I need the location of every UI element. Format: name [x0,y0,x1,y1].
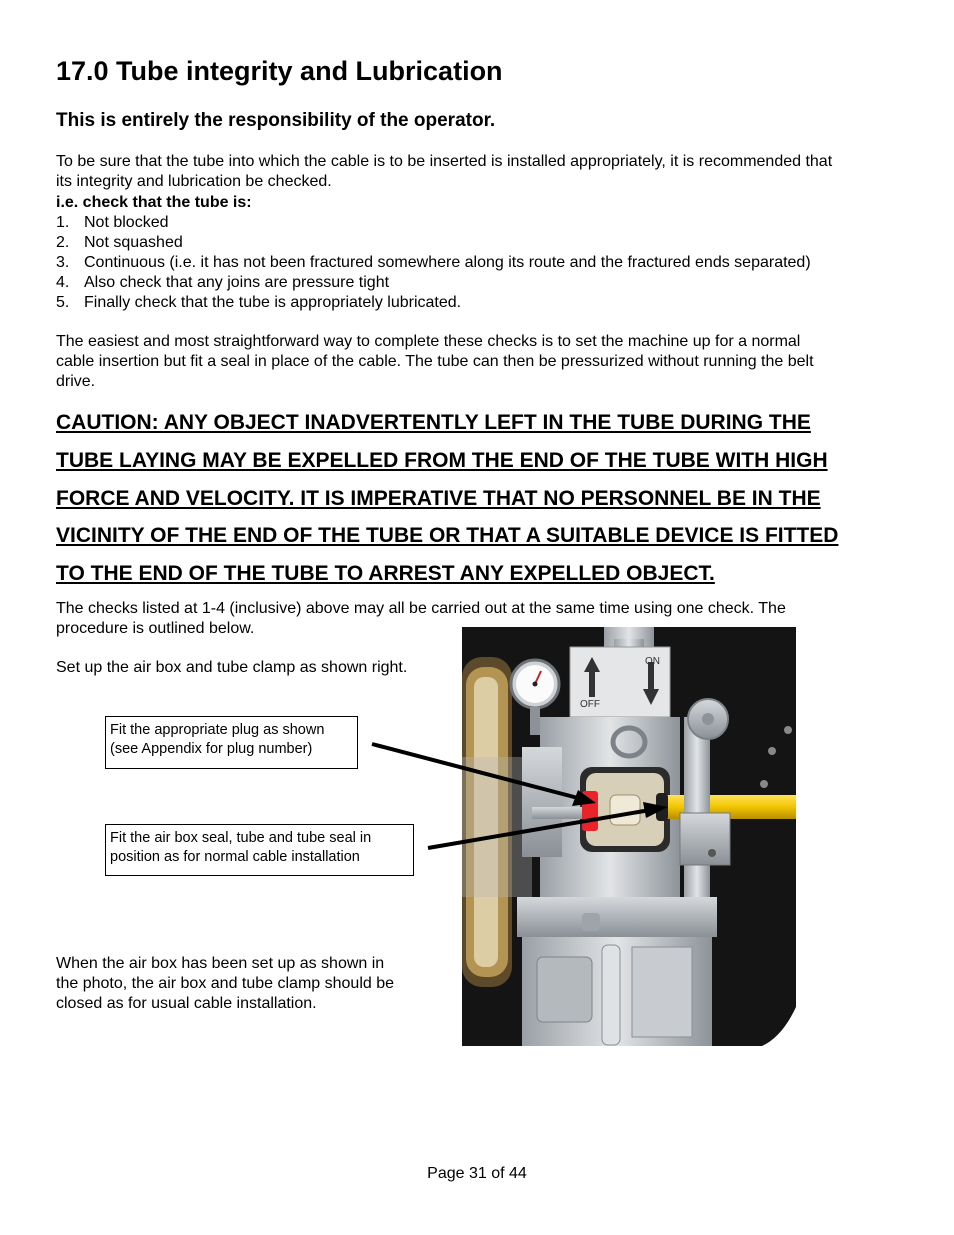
setup-note: Set up the air box and tube clamp as shown right. [56,659,408,676]
closing-note-line: the photo, the air box and tube clamp should be [56,975,395,992]
closing-note-line: When the air box has been set up as shown in [56,955,385,972]
plug [582,791,598,831]
method-line: cable insertion but fit a seal in place of the cable. The tube can then be pressurized without running the belt [56,353,814,370]
on-label: ON [645,656,660,667]
seal-callout-line: Fit the air box seal, tube and tube seal in [110,830,372,846]
page-footer: Page 31 of 44 [427,1165,527,1182]
list-item: 1. Not blocked [56,214,169,231]
list-item: 2. Not squashed [56,234,183,251]
list-item: 5. Finally check that the tube is appropriately lubricated. [56,294,462,311]
closing-note [56,954,394,1014]
tube-seal [656,793,668,821]
method-line: drive. [56,373,96,390]
plug-callout [105,716,358,769]
check-label: i.e. check that the tube is: [56,194,252,211]
intro-line: its integrity and lubrication be checked. [56,173,332,190]
air-box-photo [462,627,796,1046]
check-list [56,213,811,313]
caution-line: VICINITY OF THE END OF THE TUBE OR THAT A SUITABLE DEVICE IS FITTED [56,524,839,548]
method-line: The easiest and most straightforward way to complete these checks is to set the machine up for a normal [56,333,801,350]
on-off-label [570,647,670,717]
base-plate [517,897,717,1046]
closing-note-line: closed as for usual cable installation. [56,995,317,1012]
section-subheading: This is entirely the responsibility of the operator. [56,110,496,131]
caution-warning [56,404,896,593]
seal-callout [105,824,414,876]
checks-note-line: The checks listed at 1-4 (inclusive) above may all be carried out at the same time using one check. The [56,600,786,617]
seal-callout-line: position as for normal cable installation [110,849,360,865]
caution-line: CAUTION: ANY OBJECT INADVERTENTLY LEFT IN THE TUBE DURING THE [56,411,811,434]
method-paragraph [56,332,814,392]
plug-callout-line: Fit the appropriate plug as shown [110,722,325,738]
intro-paragraph [56,152,832,192]
list-item: 4. Also check that any joins are pressure tight [56,274,390,291]
page-title: 17.0 Tube integrity and Lubrication [56,56,503,86]
list-item: 3. Continuous (i.e. it has not been fractured somewhere along its route and the fractured ends separated) [56,254,811,271]
off-label: OFF [580,699,600,710]
caution-line: FORCE AND VELOCITY. IT IS IMPERATIVE THAT NO PERSONNEL BE IN THE [56,486,821,510]
checks-note-line: procedure is outlined below. [56,620,255,637]
caution-line: TUBE LAYING MAY BE EXPELLED FROM THE END OF THE TUBE WITH HIGH [56,448,828,472]
caution-line: TO THE END OF THE TUBE TO ARREST ANY EXPELLED OBJECT. [56,562,715,586]
plug-callout-line: (see Appendix for plug number) [110,741,313,757]
intro-line: To be sure that the tube into which the cable is to be inserted is installed appropriately, it is recommended that [56,153,833,170]
